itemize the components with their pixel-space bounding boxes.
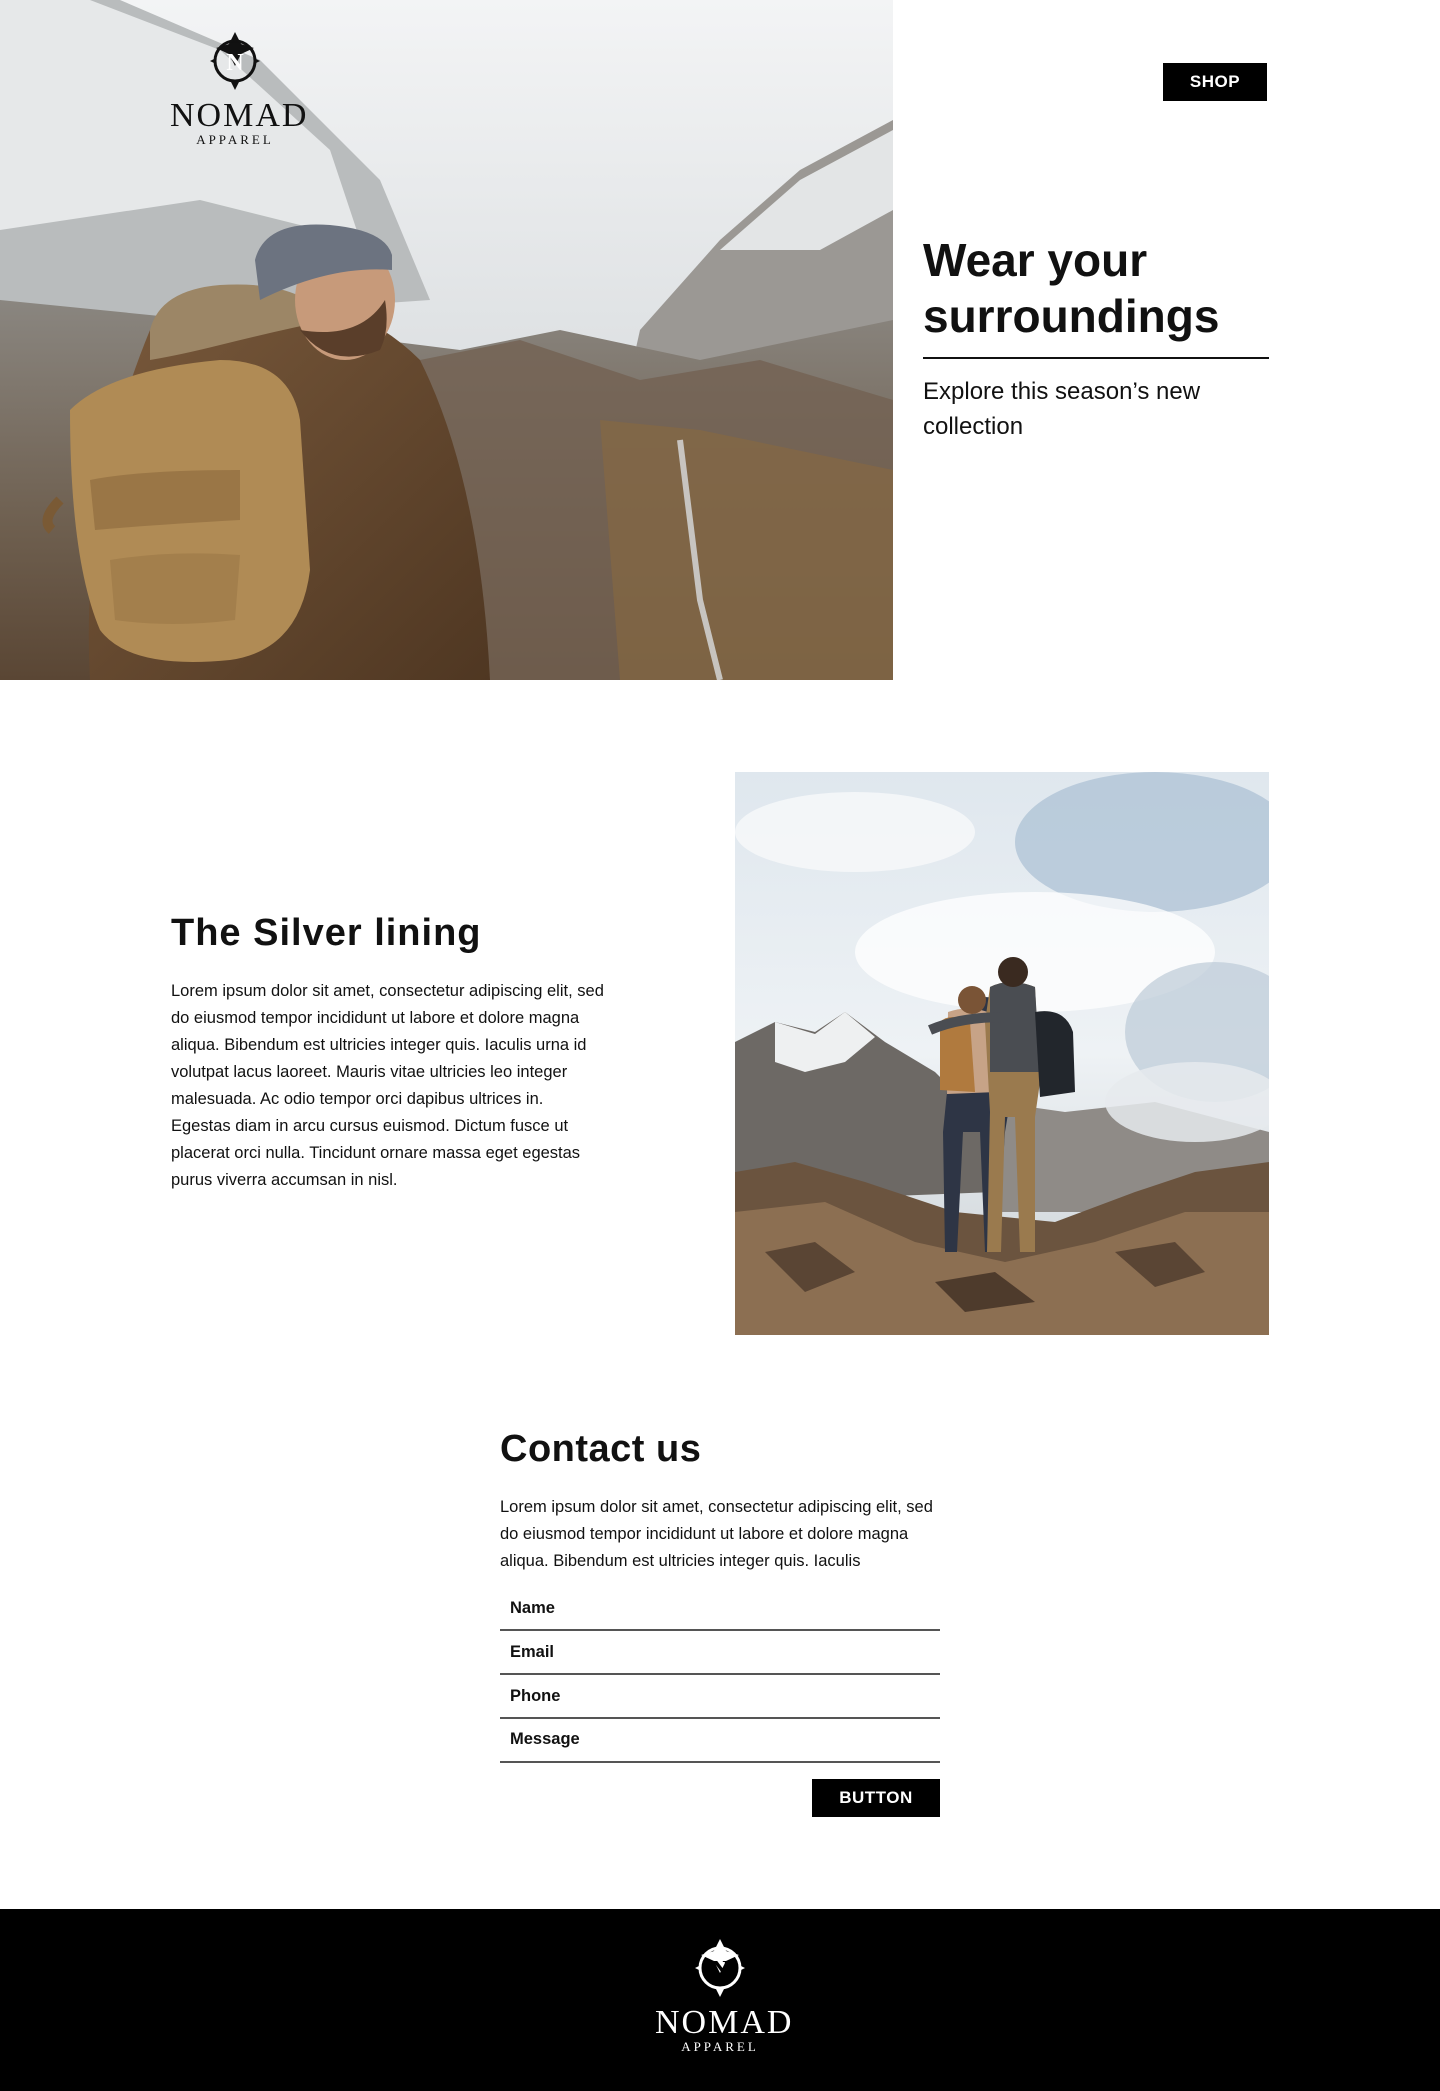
logo-sub: APPAREL bbox=[196, 132, 274, 147]
name-field[interactable] bbox=[500, 1587, 940, 1629]
compass-icon bbox=[687, 1937, 753, 1999]
shop-button[interactable]: SHOP bbox=[1163, 63, 1267, 101]
couple-mountain-photo-icon bbox=[735, 772, 1269, 1335]
contact-body: Lorem ipsum dolor sit amet, consectetur adipiscing elit, sed do eiusmod tempor incididunt ut labore et dolore magna aliqua. Bibendum est ultricies integer quis. Iaculis bbox=[500, 1498, 933, 1570]
hero-title: Wear your surroundings bbox=[923, 234, 1220, 342]
silver-image bbox=[735, 772, 1269, 1335]
email-field[interactable] bbox=[500, 1631, 940, 1673]
hero-subtitle: Explore this season’s new collection bbox=[923, 378, 1201, 440]
logo[interactable] bbox=[170, 30, 309, 147]
contact-title: Contact us bbox=[500, 1428, 702, 1470]
phone-field-wrapper bbox=[500, 1675, 940, 1719]
name-field-wrapper bbox=[500, 1587, 940, 1631]
submit-button[interactable]: BUTTON bbox=[812, 1779, 940, 1817]
compass-icon bbox=[202, 30, 268, 92]
footer-logo-brand: NOMAD bbox=[655, 2004, 794, 2041]
footer-logo[interactable] bbox=[655, 1937, 794, 2057]
hiker-mountain-photo-icon bbox=[0, 0, 893, 680]
footer-logo-sub: APPAREL bbox=[681, 2039, 759, 2054]
hero-divider bbox=[923, 357, 1269, 359]
logo-brand: NOMAD bbox=[170, 97, 309, 134]
silver-body: Lorem ipsum dolor sit amet, consectetur adipiscing elit, sed do eiusmod tempor incididunt ut labore et dolore magna aliqua. Bibendum est ultricies integer quis. Iaculis urna id volutpat lacus laoreet. Mauris vitae ultricies leo integer malesuada. Ac odio tempor orci dapibus ultrices in. Egestas diam in arcu cursus euismod. Dictum fusce ut placerat orci nulla. Tincidunt ornare massa eget egestas purus viverra accumsan in nisl. bbox=[171, 982, 604, 1189]
footer bbox=[0, 1909, 1440, 2091]
email-field-wrapper bbox=[500, 1631, 940, 1675]
message-field[interactable] bbox=[500, 1719, 940, 1761]
svg-text:N: N bbox=[711, 1957, 729, 1983]
phone-field[interactable] bbox=[500, 1675, 940, 1717]
silver-title: The Silver lining bbox=[171, 912, 482, 954]
svg-text:N: N bbox=[226, 50, 244, 76]
hero-image bbox=[0, 0, 893, 680]
message-field-wrapper bbox=[500, 1719, 940, 1763]
hero-section bbox=[0, 0, 1440, 680]
